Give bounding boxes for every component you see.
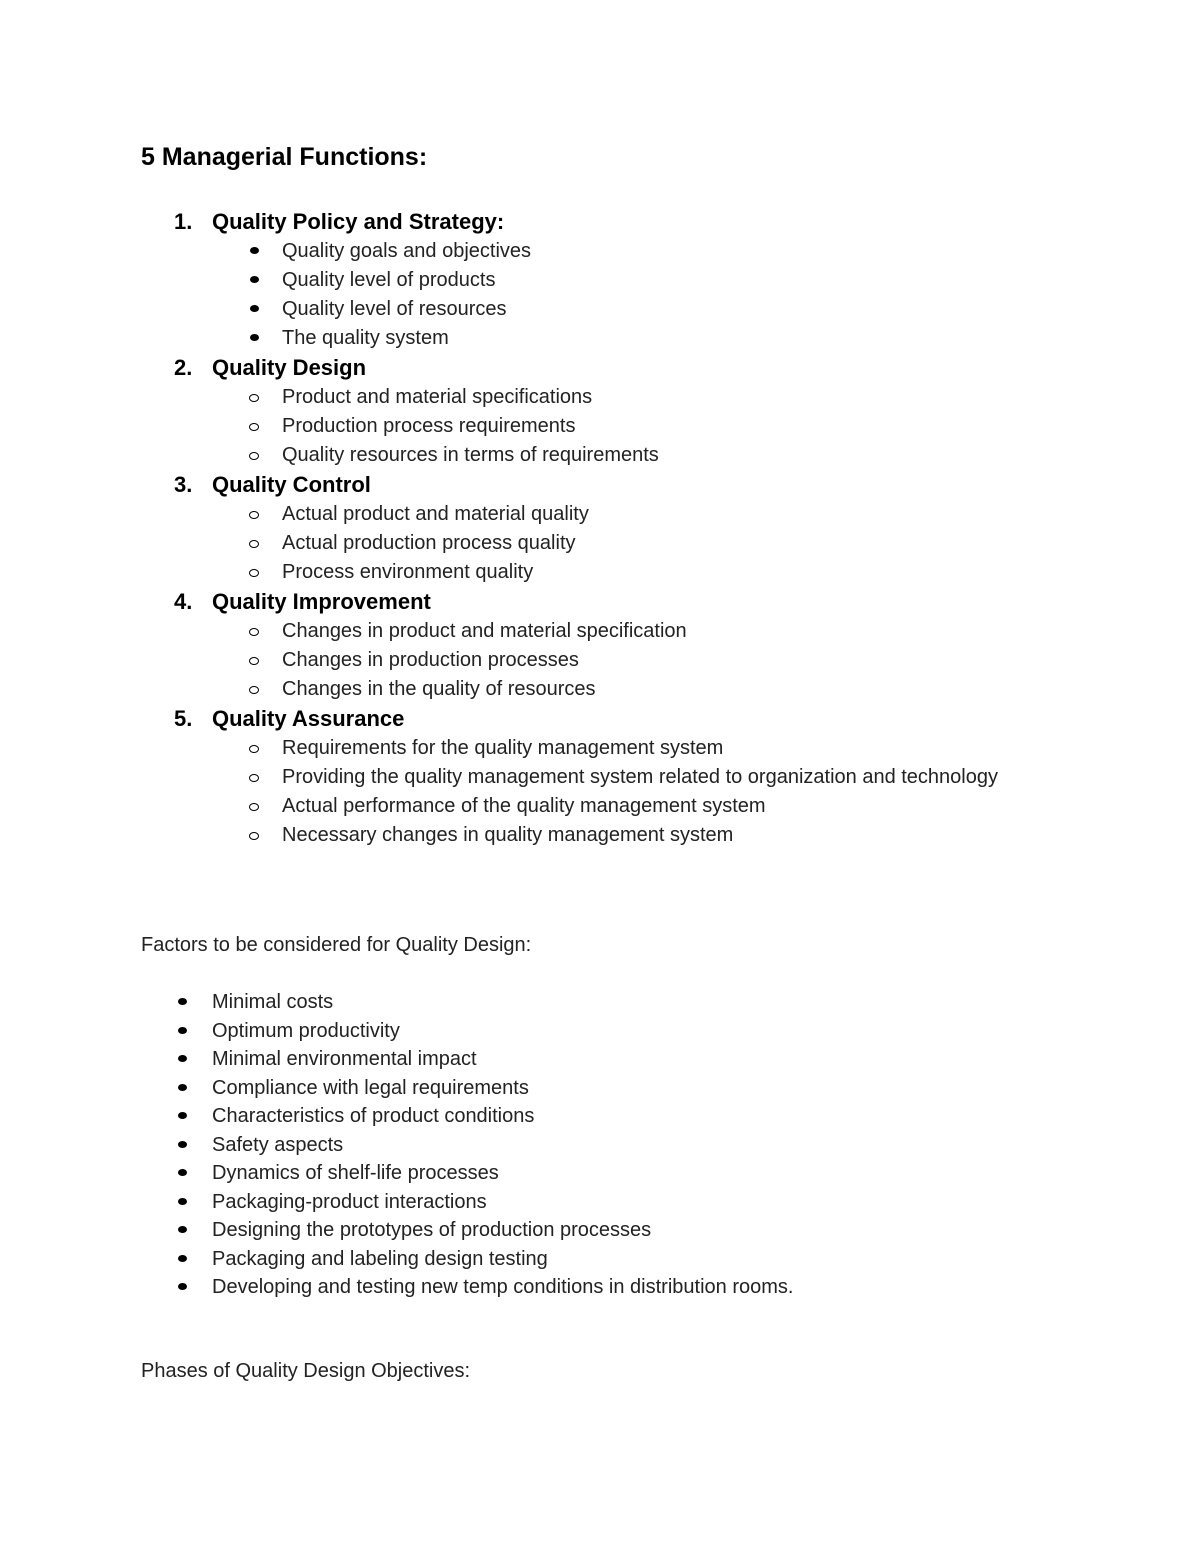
list-item-text: Product and material specifications <box>282 386 593 408</box>
list-item <box>0 734 1200 763</box>
list-item-text: Actual product and material quality <box>282 503 589 525</box>
list-item <box>0 646 1200 675</box>
bullet-dot-icon <box>250 334 259 341</box>
function-title-text: Quality Assurance <box>212 706 405 731</box>
list-item-text: Quality resources in terms of requirements <box>282 444 659 466</box>
bullet-circle-icon <box>249 423 259 431</box>
bullet-circle-icon <box>249 540 259 548</box>
list-item-text: Minimal costs <box>212 991 334 1013</box>
factors-list <box>0 988 1200 1302</box>
bullet-circle-icon <box>249 569 259 577</box>
list-item-text: Developing and testing new temp conditions in distribution rooms. <box>212 1276 794 1298</box>
list-item-text: Packaging-product interactions <box>212 1190 487 1213</box>
function-title-text: Quality Control <box>212 472 371 497</box>
list-item-text: Dynamics of shelf-life processes <box>212 1162 499 1184</box>
list-item <box>0 1245 1200 1274</box>
list-item-text: Compliance with legal requirements <box>212 1076 529 1099</box>
list-item <box>0 792 1200 821</box>
function-title <box>0 704 1200 734</box>
list-item <box>0 237 1200 266</box>
bullet-circle-icon <box>249 452 259 460</box>
list-item <box>0 383 1200 412</box>
list-item-text: Changes in the quality of resources <box>282 678 596 700</box>
function-title <box>0 470 1200 500</box>
bullet-circle-icon <box>249 745 259 753</box>
bullet-circle-icon <box>249 803 259 811</box>
function-title-text: Quality Design <box>212 355 367 380</box>
bullet-dot-icon <box>178 1084 187 1091</box>
bullet-circle-icon <box>249 511 259 519</box>
list-item-text: Process environment quality <box>282 561 534 583</box>
bullet-dot-icon <box>178 1112 187 1119</box>
bullet-dot-icon <box>250 247 259 254</box>
list-item <box>0 763 1200 792</box>
bullet-dot-icon <box>178 1055 187 1062</box>
list-item-text: Actual performance of the quality management system <box>282 795 766 817</box>
list-item <box>0 1017 1200 1046</box>
list-item-text: Requirements for the quality management system <box>282 737 724 759</box>
list-item <box>0 1074 1200 1103</box>
function-title <box>0 207 1200 237</box>
bullet-circle-icon <box>249 628 259 636</box>
list-item-text: Actual production process quality <box>282 532 576 554</box>
bullet-dot-icon <box>178 1226 187 1233</box>
list-item <box>0 1131 1200 1160</box>
function-title-text: Quality Improvement <box>212 589 431 614</box>
function-number: 4. <box>174 589 193 614</box>
bullet-dot-icon <box>178 1255 187 1262</box>
list-item-text: Providing the quality management system related to organization and technology <box>282 766 998 788</box>
list-item-text: Quality goals and objectives <box>282 240 532 262</box>
list-item-text: Designing the prototypes of production processes <box>212 1219 652 1241</box>
factors-heading: Factors to be considered for Quality Design: <box>141 934 532 956</box>
bullet-dot-icon <box>178 1169 187 1176</box>
list-item <box>0 1188 1200 1217</box>
list-item-text: Quality level of resources <box>282 298 507 320</box>
list-item <box>0 617 1200 646</box>
list-item <box>0 988 1200 1017</box>
list-item-text: The quality system <box>282 327 449 349</box>
bullet-dot-icon <box>178 1198 187 1205</box>
function-number: 2. <box>174 355 193 380</box>
bullet-dot-icon <box>178 1141 187 1148</box>
bullet-circle-icon <box>249 832 259 840</box>
function-title <box>0 587 1200 617</box>
list-item <box>0 529 1200 558</box>
list-item <box>0 558 1200 587</box>
function-number: 5. <box>174 706 193 731</box>
list-item-text: Packaging and labeling design testing <box>212 1247 548 1270</box>
bullet-circle-icon <box>249 774 259 782</box>
bullet-circle-icon <box>249 394 259 402</box>
bullet-circle-icon <box>249 686 259 694</box>
list-item-text: Characteristics of product conditions <box>212 1105 535 1127</box>
function-title-text: Quality Policy and Strategy: <box>212 209 505 234</box>
bullet-dot-icon <box>178 998 187 1005</box>
bullet-dot-icon <box>250 276 259 283</box>
function-number: 3. <box>174 472 193 497</box>
list-item-text: Changes in production processes <box>282 649 579 671</box>
managerial-functions-list <box>0 207 1200 850</box>
list-item-text: Minimal environmental impact <box>212 1048 477 1070</box>
list-item <box>0 500 1200 529</box>
list-item <box>0 1159 1200 1188</box>
list-item-text: Quality level of products <box>282 269 496 291</box>
list-item <box>0 412 1200 441</box>
page-heading: 5 Managerial Functions: <box>141 143 428 171</box>
list-item <box>0 1102 1200 1131</box>
list-item-text: Production process requirements <box>282 415 576 437</box>
list-item-text: Optimum productivity <box>212 1019 400 1042</box>
list-item <box>0 1273 1200 1302</box>
bullet-dot-icon <box>178 1283 187 1290</box>
list-item <box>0 1216 1200 1245</box>
list-item-text: Safety aspects <box>212 1133 344 1156</box>
bullet-dot-icon <box>178 1027 187 1034</box>
function-title <box>0 353 1200 383</box>
list-item <box>0 675 1200 704</box>
bullet-circle-icon <box>249 657 259 665</box>
function-number: 1. <box>174 209 193 234</box>
list-item <box>0 441 1200 470</box>
list-item <box>0 266 1200 295</box>
list-item-text: Changes in product and material specification <box>282 620 687 642</box>
list-item <box>0 1045 1200 1074</box>
list-item <box>0 295 1200 324</box>
list-item <box>0 821 1200 850</box>
bullet-dot-icon <box>250 305 259 312</box>
list-item <box>0 324 1200 353</box>
phases-heading: Phases of Quality Design Objectives: <box>141 1360 471 1382</box>
list-item-text: Necessary changes in quality management system <box>282 824 734 846</box>
